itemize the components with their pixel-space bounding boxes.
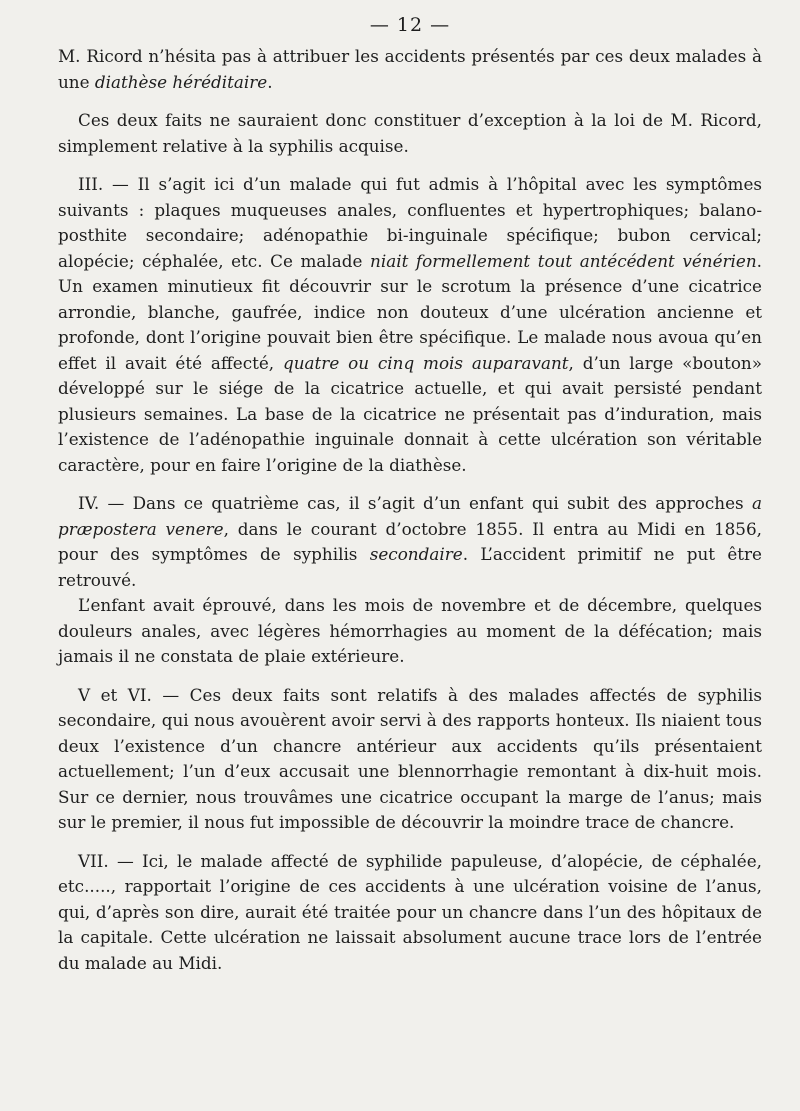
paragraph-case-iv-continued: L’enfant avait éprouvé, dans les mois de novembre et de décembre, quelques douleurs anales, avec légères hémorrhagies au moment de la défécation; mais jamais il ne constata de plaie extérieure. xyxy=(58,595,762,666)
paragraph-text: M. Ricord n’hésita pas à attribuer les accidents présentés par ces deux malades à une xyxy=(58,46,762,92)
italic-term: a præpostera venere xyxy=(58,493,762,539)
paragraph-text: . xyxy=(267,71,273,92)
paragraph-text: . Un examen minutieux fit découvrir sur le scrotum la présence d’une cicatrice arrondie, blanche, gaufrée, indice non douteux d’une ulcération ancienne et profonde, dont l’origine pouvait bien être spécifique. Le malade nous avoua qu’en effet il avait été affecté, xyxy=(58,250,762,373)
italic-term: secondaire xyxy=(369,544,463,564)
paragraph-case-iv xyxy=(58,491,762,593)
page-number: — 12 — xyxy=(369,14,451,36)
paragraph-case-iii xyxy=(58,172,762,478)
paragraph-ricord-diathese xyxy=(58,44,762,95)
italic-term: niait formellement tout antécédent vénérien xyxy=(370,250,757,271)
italic-term: quatre ou cinq mois auparavant xyxy=(283,352,569,373)
paragraph-text: III. — Il s’agit ici d’un malade qui fut admis à l’hôpital avec les symptômes suivants : plaques muqueuses anales, confluentes et hypertrophiques; balano-posthite secondaire; adénopathie bi-inguinale spécifique; bubon cervical; alopécie; céphalée, etc. Ce malade xyxy=(58,174,762,271)
paragraph-text: IV. — Dans ce quatrième cas, il s’agit d’un enfant qui subit des approches xyxy=(78,493,752,513)
italic-term: diathèse héréditaire xyxy=(94,71,268,92)
paragraph-text: , dans le courant d’octobre 1855. Il entra au Midi en 1856, pour des symptômes de syphilis xyxy=(58,518,762,564)
paragraph-conclusion: Ces deux faits ne sauraient donc constituer d’exception à la loi de M. Ricord, simplement relative à la syphilis acquise. xyxy=(58,110,762,156)
paragraph-case-v-vi: V et VI. — Ces deux faits sont relatifs à des malades affectés de syphilis secondaire, qui nous avouèrent avoir servi à des rapports honteux. Ils niaient tous deux l’existence d’un chancre antérieur aux accidents qu’ils présentaient actuellement; l’un d’eux accusait une blennorrhagie remontant à dix-huit mois. Sur ce dernier, nous trouvâmes une cicatrice occupant la marge de l’anus; mais sur le premier, il nous fut impossible de découvrir la moindre trace de chancre. xyxy=(58,684,762,832)
paragraph-case-vii: VII. — Ici, le malade affecté de syphilide papuleuse, d’alopécie, de céphalée, etc....., rapportait l’origine de ces accidents à une ulcération voisine de l’anus, qui, d’après son dire, aurait été traitée pour un chancre dans l’un des hôpitaux de la capitale. Cette ulcération ne laissait absolument aucune trace lors de l’entrée du malade au Midi. xyxy=(58,850,762,973)
paragraph-text: , d’un large «bouton» développé sur le siége de la cicatrice actuelle, et qui avait persisté pendant plusieurs semaines. La base de la cicatrice ne présentait pas d’induration, mais l’existence de l’adénopathie inguinale donnait à cette ulcération son véritable caractère, pour en faire l’origine de la diathèse. xyxy=(58,352,763,475)
paragraph-text: . L’accident primitif ne put être retrouvé. xyxy=(58,544,762,590)
